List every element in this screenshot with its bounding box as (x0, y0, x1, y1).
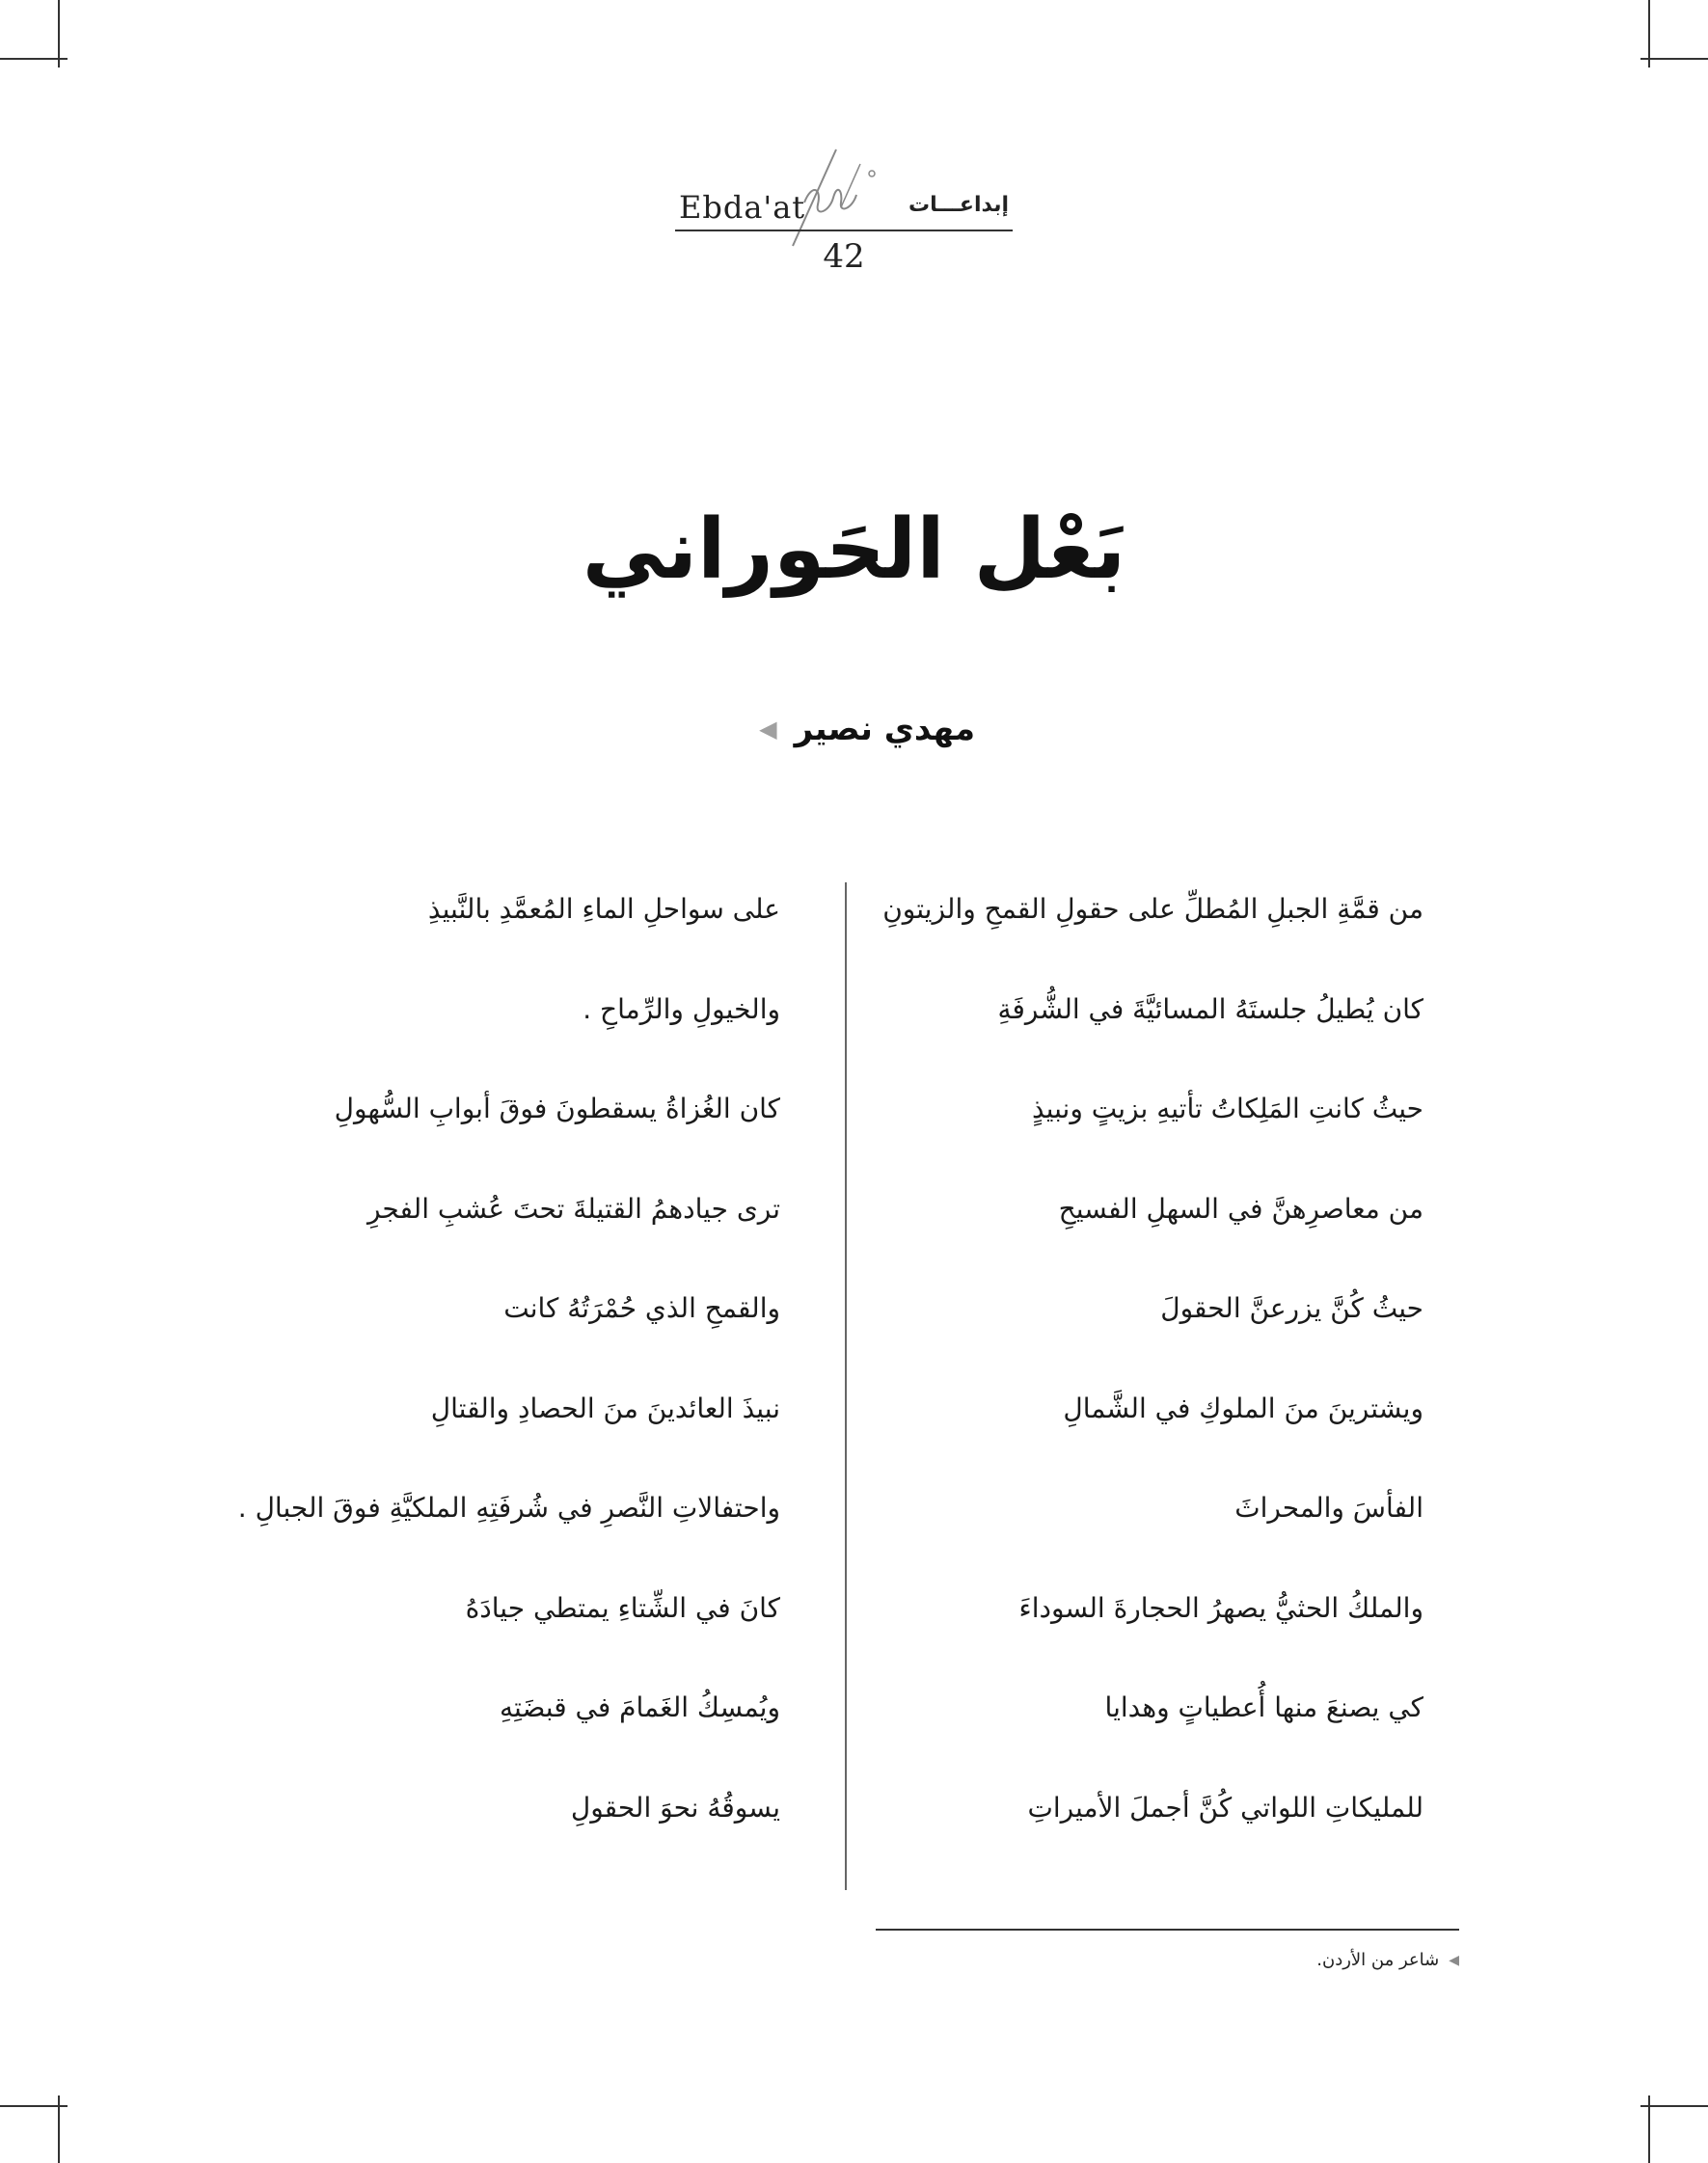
crop-mark (0, 2105, 68, 2107)
poem-line: والقمحِ الذي حُمْرَتُهُ كانت (503, 1292, 780, 1324)
poem-line: يسوقُهُ نحوَ الحقولِ (570, 1791, 780, 1824)
triangle-left-icon: ◀ (759, 716, 777, 743)
footnote (1316, 1950, 1459, 1970)
poem-line: للمليكاتِ اللواتي كُنَّ أجملَ الأميراتِ (1027, 1791, 1423, 1824)
crop-mark (1640, 2105, 1708, 2107)
poem-line: حيثُ كُنَّ يزرعنَّ الحقولَ (1160, 1292, 1423, 1324)
poem-line: واحتفالاتِ النَّصرِ في شُرفَتِهِ الملكيَّةِ فوقَ الجبالِ . (237, 1492, 780, 1524)
poem-column-right (883, 885, 1423, 1883)
poem-line: والملكُ الحثيُّ يصهرُ الحجارةَ السوداءَ (1018, 1591, 1423, 1624)
poem-line: ويشترينَ منَ الملوكِ في الشَّمالِ (1063, 1392, 1423, 1424)
footnote-text: شاعر من الأردن. (1316, 1950, 1440, 1970)
poem-line: من معاصرِهنَّ في السهلِ الفسيحِ (1058, 1192, 1423, 1225)
magazine-name-arabic: إبداعـــات (908, 193, 1009, 217)
poem-title: بَعْل الحَوراني (582, 501, 1126, 598)
author-name: مهدي نصير (794, 710, 975, 748)
poem-line: نبيذَ العائدينَ منَ الحصادِ والقتالِ (430, 1392, 780, 1424)
poem-line: كانَ في الشِّتاءِ يمتطي جيادَهُ (465, 1591, 780, 1624)
magazine-name-latin: Ebda'at (679, 189, 806, 226)
author-line (759, 710, 975, 748)
poem-line: ويُمسِكُ الغَمامَ في قبضَتِهِ (500, 1691, 780, 1723)
poem-line: ترى جيادهمُ القتيلةَ تحتَ عُشبِ الفجرِ (366, 1192, 780, 1225)
page-number: 42 (823, 237, 865, 276)
poem-line: حيثُ كانتِ المَلِكاتُ تأتيهِ بزيتٍ ونبيذٍ (1031, 1093, 1423, 1124)
crop-mark (0, 58, 68, 60)
poem-line: الفأسَ والمحراثَ (1234, 1492, 1423, 1524)
column-divider (845, 882, 847, 1890)
crop-mark (1640, 58, 1708, 60)
header-rule (675, 230, 1013, 231)
poem-line: كان الغُزاةُ يسقطونَ فوقَ أبوابِ السُّهولِ (334, 1093, 780, 1124)
poem-line: على سواحلِ الماءِ المُعمَّدِ بالنَّبيذِ (427, 893, 780, 925)
footnote-rule (876, 1929, 1459, 1931)
triangle-left-icon: ◀ (1449, 1952, 1459, 1968)
poem-line: والخيولِ والرِّماحِ . (583, 992, 780, 1025)
poem-line: كان يُطيلُ جلستَهُ المسائيَّةَ في الشُّرفَةِ (997, 992, 1423, 1025)
poem-line: من قمَّةِ الجبلِ المُطلِّ على حقولِ القمحِ والزيتونِ (882, 893, 1423, 925)
poem-column-left (105, 885, 780, 1883)
poem-line: كي يصنعَ منها أُعطياتٍ وهدايا (1104, 1691, 1423, 1723)
running-header (675, 183, 1013, 280)
